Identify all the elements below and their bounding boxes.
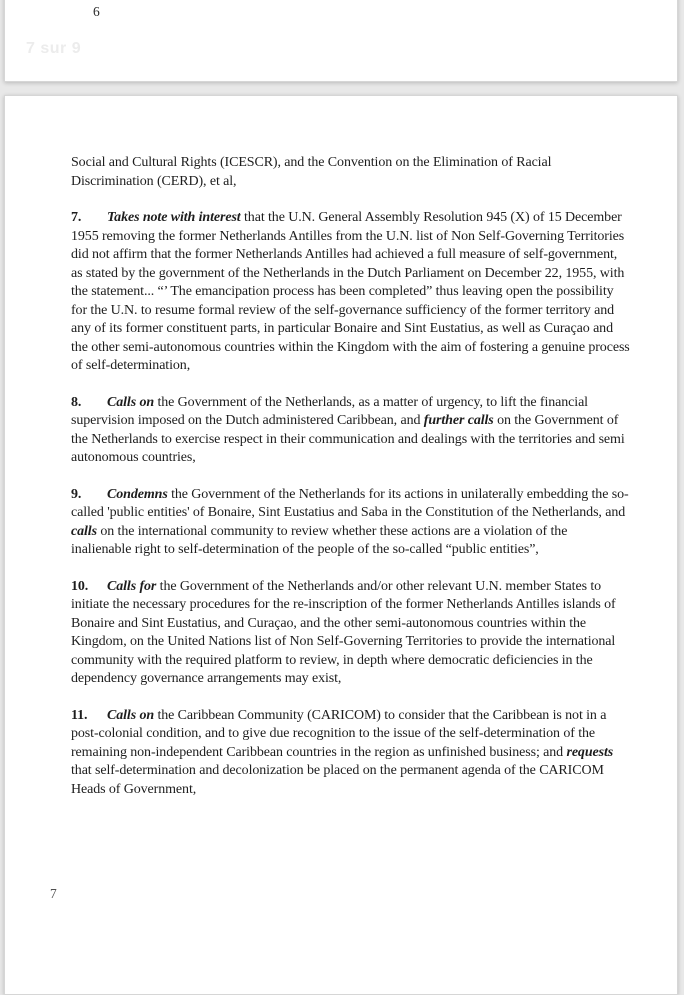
numbered-paragraph — [71, 486, 631, 560]
paragraph-number: 8. — [71, 394, 82, 410]
body-text: the Government of the Netherlands, as a matter of urgency, to lift the financial supervision imposed on the Dutch administered Caribbean, and — [71, 394, 588, 428]
numbered-paragraph — [71, 707, 631, 800]
paragraph-number: 11. — [71, 707, 88, 723]
numbered-paragraph — [71, 578, 631, 689]
intro-paragraph — [71, 154, 631, 191]
body-text: the Caribbean Community (CARICOM) to consider that the Caribbean is not in a post-colonial condition, and to give due recognition to the issue of the self-determination of the remaining non-independent Caribbean countries in the region as unfinished business; and — [71, 707, 607, 760]
body-text: that self-determination and decolonization be placed on the permanent agenda of the CARICOM Heads of Government, — [71, 763, 604, 797]
emphasis-text: Calls on — [107, 707, 155, 723]
body-text: on the Government of the Netherlands to exercise respect in their communication and dealings with the territories and semi autonomous countries, — [71, 413, 625, 465]
body-text: on the international community to review whether these actions are a violation of the inalienable right to self-determination of the people of the so-called “public entities”, — [71, 523, 568, 557]
body-text: Social and Cultural Rights (ICESCR), and the Convention on the Elimination of Racial Discrimination (CERD), et al, — [71, 155, 552, 189]
paragraph-number: 10. — [71, 578, 89, 594]
body-text: that the U.N. General Assembly Resolution 945 (X) of 15 December 1955 removing the former Netherlands Antilles from the U.N. list of Non Self-Governing Territories did not affirm that the former Netherlands Antilles had achieved a full measure of self-government, as stated by the government of the Netherlands in the Dutch Parliament on December 22, 1955, with the statement... “’ The emancipation process has been completed” thus leaving open the possibility for the U.N. to resume formal review of the self-governance sufficiency of the former territory and any of its former constituent parts, in particular Bonaire and Sint Eustatius, as well as Curaçao and the other semi-autonomous countries within the Kingdom with the aim of fostering a genuine process of self-determination, — [71, 210, 630, 373]
document-page-current — [4, 95, 678, 995]
emphasis-text: further calls — [423, 413, 494, 428]
numbered-paragraph — [71, 209, 631, 376]
emphasis-text: Calls on — [107, 394, 155, 410]
paragraph-number: 7. — [71, 210, 82, 225]
body-text: the Government of the Netherlands for its actions in unilaterally embedding the so-called 'public entities' of Bonaire, Sint Eustatius and Saba in the Constitution of the Netherlands, and — [71, 486, 629, 520]
emphasis-text: Calls for — [107, 578, 157, 594]
current-page-footer-number: 7 — [50, 886, 57, 901]
emphasis-text: Takes note with interest — [107, 210, 241, 225]
body-text: the Government of the Netherlands and/or other relevant U.N. member States to initiate the necessary procedures for the re-inscription of the former Netherlands Antilles islands of Bonaire and Sint Eustatius, and Curaçao, and the other semi-autonomous countries within the Kingdom, on the United Nations list of Non Self-Governing Territories to provide the international community with the required platform to review, in depth where democratic deficiencies in the dependency governance arrangements may exist, — [71, 578, 616, 686]
emphasis-text: calls — [71, 523, 97, 539]
numbered-paragraph — [71, 394, 631, 468]
page-indicator-toast: 7 sur 9 — [26, 40, 82, 57]
document-page-previous — [4, 0, 678, 82]
emphasis-text: requests — [566, 744, 614, 760]
page-content — [71, 154, 631, 817]
paragraph-number: 9. — [71, 486, 82, 502]
previous-page-footer-number: 6 — [93, 4, 100, 19]
emphasis-text: Condemns — [107, 486, 168, 502]
